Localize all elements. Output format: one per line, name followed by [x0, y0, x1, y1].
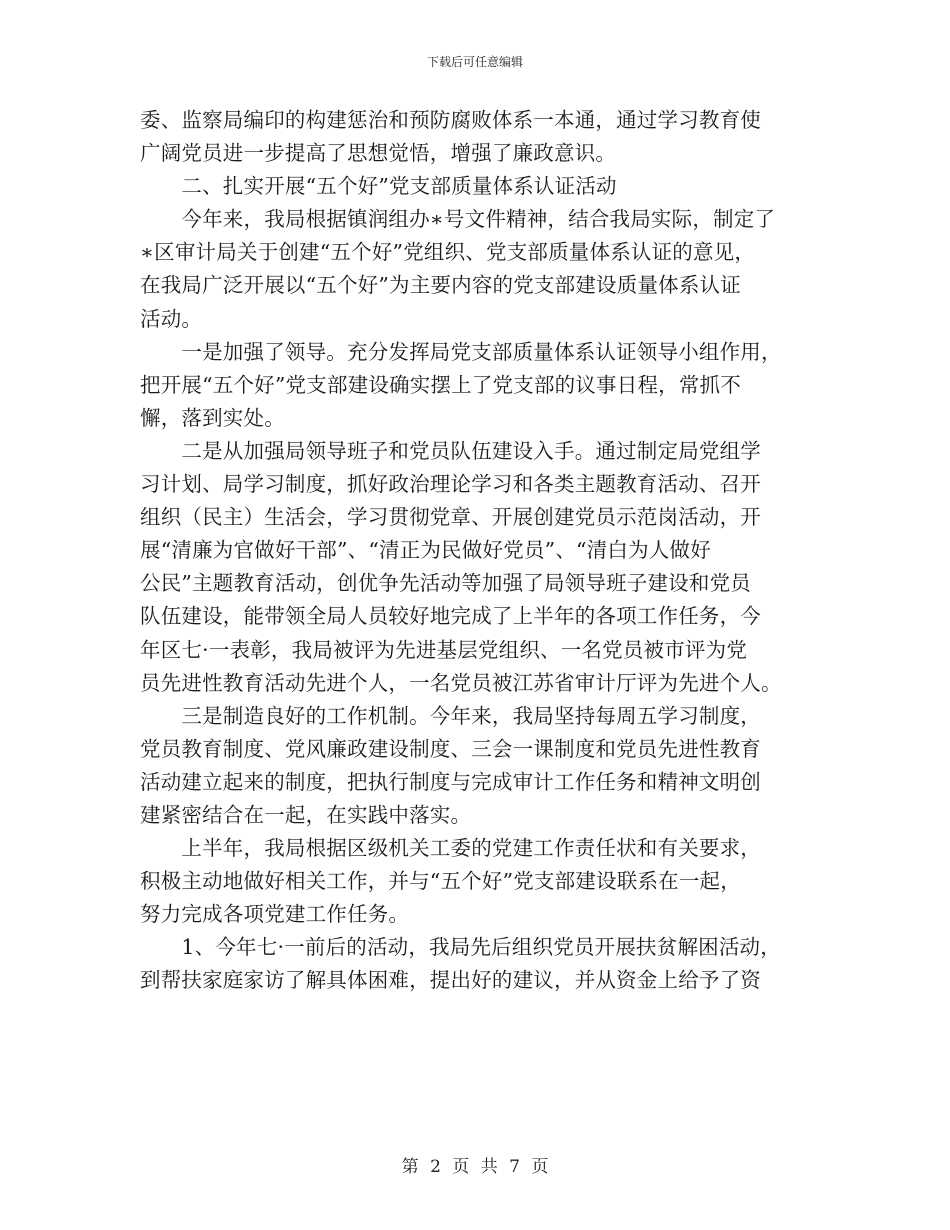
text-line: 组织（民主）生活会，学习贯彻党章、开展创建党员示范岗活动，开 [140, 505, 761, 530]
text-line: 积极主动地做好相关工作，并与“五个好”党支部建设联系在一起， [140, 869, 741, 894]
text-line: 今年来，我局根据镇润组办∗号文件精神，结合我局实际，制定了 [140, 207, 776, 232]
text-line: ∗区审计局关于创建“五个好”党组织、党支部质量体系认证的意见， [140, 240, 756, 265]
text-line: 委、监察局编印的构建惩治和预防腐败体系一本通，通过学习教育使 [140, 108, 761, 132]
text-line: 活动。 [140, 306, 203, 331]
text-line: 党员教育制度、党风廉政建设制度、三会一课制度和党员先进性教育 [140, 736, 761, 761]
text-line: 员先进性教育活动先进个人，一名党员被江苏省审计厅评为先进个人。 [140, 670, 782, 695]
page-header-note: 下载后可任意编辑 [426, 55, 523, 69]
section-heading: 二、扎实开展“五个好”党支部质量体系认证活动 [140, 174, 617, 199]
text-line: 建紧密结合在一起，在实践中落实。 [140, 802, 472, 827]
text-line: 活动建立起来的制度，把执行制度与完成审计工作任务和精神文明创 [140, 769, 761, 794]
text-line: 队伍建设，能带领全局人员较好地完成了上半年的各项工作任务，今 [140, 604, 761, 629]
text-line: 年区七·一表彰，我局被评为先进基层党组织、一名党员被市评为党 [140, 637, 748, 662]
text-line: 三是制造良好的工作机制。今年来，我局坚持每周五学习制度， [140, 703, 761, 728]
text-line: 在我局广泛开展以“五个好”为主要内容的党支部建设质量体系认证 [140, 273, 741, 298]
document-body [140, 104, 810, 998]
text-line: 努力完成各项党建工作任务。 [140, 902, 410, 927]
page-number: 第 2 页 共 7 页 [401, 1157, 549, 1177]
text-line: 习计划、局学习制度，抓好政治理论学习和各类主题教育活动、召开 [140, 472, 761, 497]
text-line: 到帮扶家庭家访了解具体困难，提出好的建议，并从资金上给予了资 [140, 968, 761, 993]
text-line: 广阔党员进一步提高了思想觉悟，增强了廉政意识。 [140, 141, 617, 166]
text-line: 公民”主题教育活动，创优争先活动等加强了局领导班子建设和党员 [140, 571, 751, 596]
text-line: 上半年，我局根据区级机关工委的党建工作责任状和有关要求， [140, 836, 761, 861]
text-line: 一是加强了领导。充分发挥局党支部质量体系认证领导小组作用， [140, 339, 782, 364]
text-line: 把开展“五个好”党支部建设确实摆上了党支部的议事日程，常抓不 [140, 372, 741, 397]
text-line: 1、今年七·一前后的活动，我局先后组织党员开展扶贫解困活动， [140, 935, 781, 960]
text-line: 二是从加强局领导班子和党员队伍建设入手。通过制定局党组学 [140, 438, 761, 463]
text-line: 懈，落到实处。 [140, 405, 285, 430]
text-line: 展“清廉为官做好干部”、“清正为民做好党员”、“清白为人做好 [140, 538, 711, 563]
